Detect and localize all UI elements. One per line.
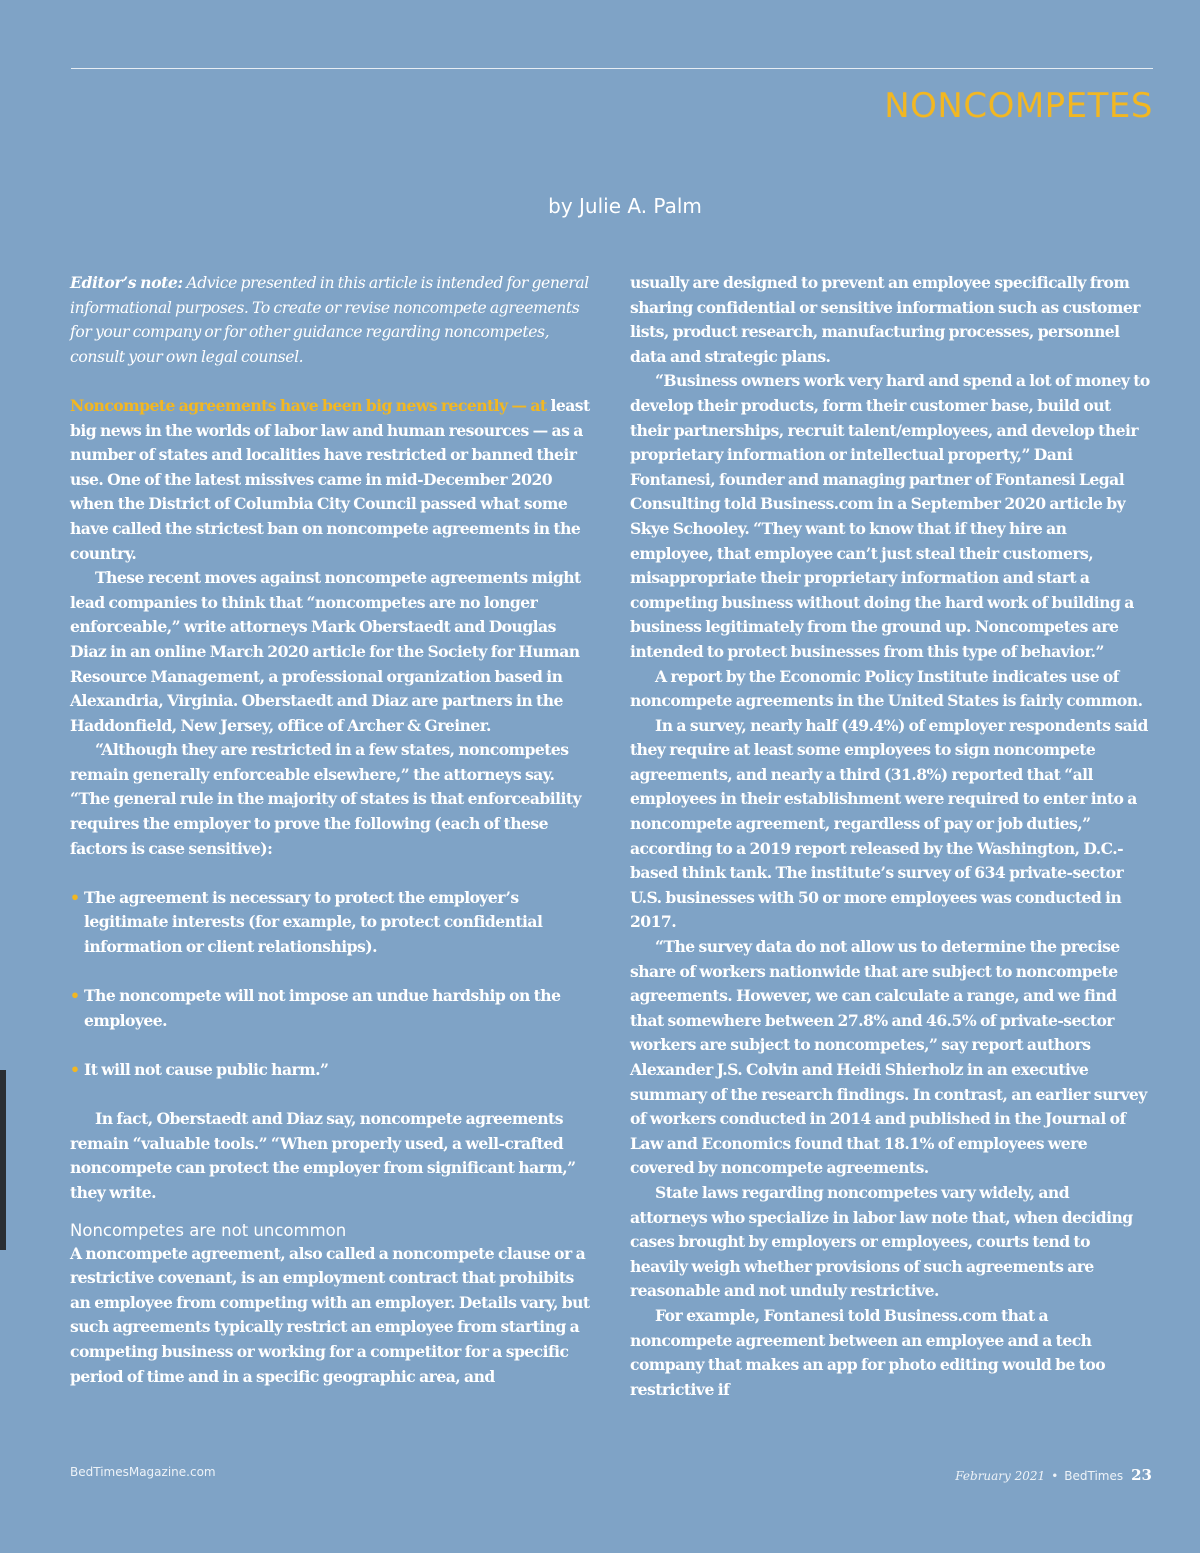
page-number: 23 <box>1131 1466 1152 1484</box>
page-edge-bar <box>0 1070 6 1250</box>
bullet-list <box>70 886 590 1083</box>
paragraph: In fact, Oberstaedt and Diaz say, noncompete agreements remain “valuable tools.” “When properly used, a well-crafted noncompete can protect the employer from significant harm,” they write. <box>70 1109 576 1202</box>
bullet-item: • It will not cause public harm.” <box>70 1058 590 1083</box>
bullet-item: • The agreement is necessary to protect the employer’s legitimate interests (for example, to protect confidential information or client relationships). <box>70 887 543 957</box>
paragraph: A report by the Economic Policy Institute indicates use of noncompete agreements in the United States is fairly common. <box>630 666 1143 711</box>
paragraph: In a survey, nearly half (49.4%) of employer respondents said they require at least some employees to sign noncompete agreements, and nearly a third (31.8%) reported that “all employees in their establishment were required to enter into a noncompete agreement, regardless of pay or job duties,” according to a 2019 report released by the Washington, D.C.-based think tank. The institute’s survey of 634 private-sector U.S. businesses with 50 or more employees was conducted in 2017. <box>630 715 1148 932</box>
footer-separator: • <box>1051 1469 1059 1483</box>
column-left <box>70 271 590 1389</box>
paragraph: “Although they are restricted in a few states, noncompetes remain generally enforceable elsewhere,” the attorneys say. “The general rule in the majority of states is that enforceability requires the employer to prove the following (each of these factors is case sensitive): <box>70 740 582 858</box>
paragraph: A noncompete agreement, also called a noncompete clause or a restrictive covenant, is an employment contract that prohibits an employee from competing with an employer. Details vary, but such agreements typically restrict an employee from starting a competing business or working for a competitor for a specific period of time and in a specific geographic area, and <box>70 1243 590 1386</box>
paragraph: For example, Fontanesi told Business.com that a noncompete agreement between an employee and a tech company that makes an app for photo editing would be too restrictive if <box>630 1305 1106 1399</box>
footer-publication: BedTimes <box>1064 1469 1124 1483</box>
paragraph: These recent moves against noncompete agreements might lead companies to think that “noncompetes are no longer enforceable,” write attorneys Mark Oberstaedt and Douglas Diaz in an online March 2020 article for the Society for Human Resource Management, a professional organization based in Alexandria, Virginia. Oberstaedt and Diaz are partners in the Haddonfield, New Jersey, office of Archer & Greiner. <box>70 568 581 735</box>
editors-note <box>70 271 590 369</box>
paragraph: usually are designed to prevent an employee specifically from sharing confidential or sensitive information such as customer lists, product research, manufacturing processes, personnel data and strategic plans. <box>630 273 1140 366</box>
footer-site: BedTimesMagazine.com <box>70 1465 216 1479</box>
column-right <box>630 271 1150 1402</box>
paragraph: “The survey data do not allow us to determine the precise share of workers nationwide that are subject to noncompete agreements. However, we can calculate a range, and we find that somewhere between 27.8% and 46.5% of private-sector workers are subject to noncompetes,” say report authors Alexander J.S. Colvin and Heidi Shierholz in an executive summary of the research findings. In contrast, an earlier survey of workers conducted in 2014 and published in the Journal of Law and Economics found that 18.1% of employees were covered by noncompete agreements. <box>630 937 1147 1178</box>
bullet-dot-icon: • <box>70 887 80 907</box>
paragraph: State laws regarding noncompetes vary widely, and attorneys who specialize in labor law note that, when deciding cases brought by employers or employees, courts tend to heavily weigh whether provisions of such agreements are reasonable and not unduly restrictive. <box>630 1182 1133 1301</box>
byline: by Julie A. Palm <box>548 194 702 218</box>
editors-note-text: Advice presented in this article is intended for general informational purposes. To create or revise noncompete agreements for your company or for other guidance regarding noncompetes, consult your own legal counsel. <box>70 274 589 366</box>
bullet-item: • The noncompete will not impose an undue hardship on the employee. <box>70 986 561 1030</box>
lead-paragraph <box>70 394 590 566</box>
footer-month: February 2021 <box>955 1469 1046 1483</box>
editors-note-label: Editor’s note: <box>70 273 183 292</box>
lead-highlight: Noncompete agreements have been big news recently — at <box>70 395 547 415</box>
bullet-dot-icon: • <box>70 1060 80 1079</box>
section-title: NONCOMPETES <box>884 86 1153 126</box>
footer-folio <box>955 1466 1152 1484</box>
header-rule <box>71 68 1153 69</box>
subhead: Noncompetes are not uncommon <box>70 1220 347 1240</box>
bullet-dot-icon: • <box>70 986 80 1006</box>
paragraph: “Business owners work very hard and spend a lot of money to develop their products, form their customer base, build out their partnerships, recruit talent/employees, and develop their proprietary information or intellectual property,” Dani Fontanesi, founder and managing partner of Fontanesi Legal Consulting told Business.com in a September 2020 article by Skye Schooley. “They want to know that if they hire an employee, that employee can’t just steal their customers, misappropriate their proprietary information and start a competing business without doing the hard work of building a business legitimately from the ground up. Noncompetes are intended to protect businesses from this type of behavior.” <box>630 371 1150 661</box>
lead-rest: least big news in the worlds of labor law and human resources — as a number of states and localities have restricted or banned their use. One of the latest missives came in mid-December 2020 when the District of Columbia City Council passed what some have called the strictest ban on noncompete agreements in the country. <box>70 395 590 563</box>
